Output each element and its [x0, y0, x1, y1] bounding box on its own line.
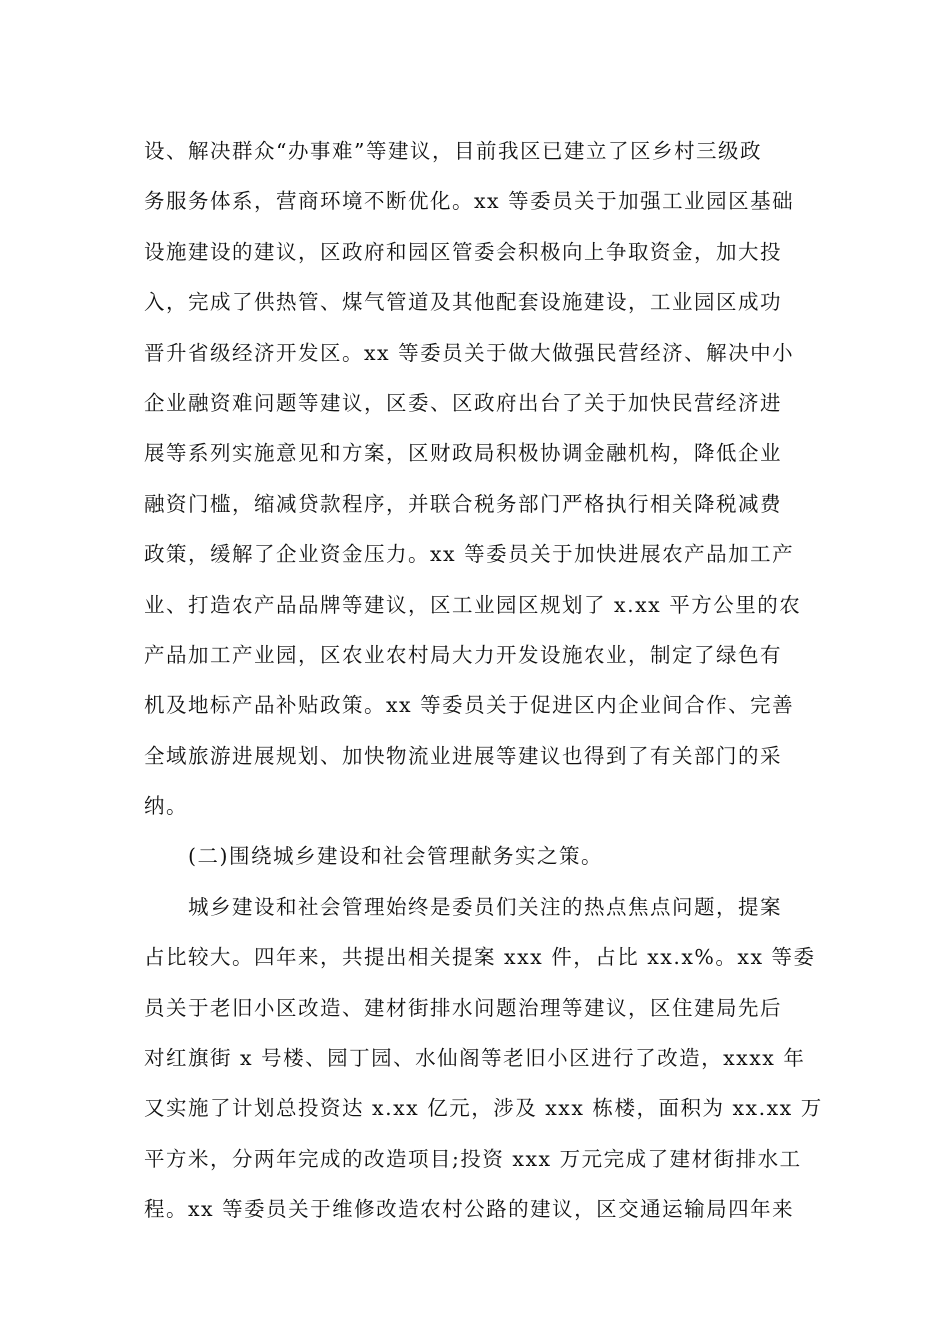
- paragraph-1: [144, 126, 808, 831]
- section-heading: [144, 831, 808, 881]
- text-line: 对红旗街 x 号楼、园丁园、水仙阁等老旧小区进行了改造，xxxx 年: [144, 1046, 806, 1071]
- text-line: 企业融资难问题等建议，区委、区政府出台了关于加快民营经济进: [144, 390, 782, 415]
- section-heading-text: (二)围绕城乡建设和社会管理献务实之策。: [188, 844, 603, 869]
- paragraph-2: [144, 882, 823, 1235]
- text-line: 全域旅游进展规划、加快物流业进展等建议也得到了有关部门的采: [144, 743, 782, 768]
- text-line: 展等系列实施意见和方案，区财政局积极协调金融机构，降低企业: [144, 441, 782, 466]
- text-line: 融资门槛，缩减贷款程序，并联合税务部门严格执行相关降税减费: [144, 491, 782, 516]
- text-line: 业、打造农产品品牌等建议，区工业园区规划了 x.xx 平方公里的农: [144, 592, 802, 617]
- text-line: 设、解决群众“办事难”等建议，目前我区已建立了区乡村三级政: [144, 139, 762, 163]
- text-line: 晋升省级经济开发区。xx 等委员关于做大做强民营经济、解决中小: [144, 340, 795, 365]
- text-line: 产品加工产业园，区农业农村局大力开发设施农业，制定了绿色有: [144, 642, 782, 667]
- text-line: 程。xx 等委员关于维修改造农村公路的建议，区交通运输局四年来: [144, 1197, 795, 1222]
- text-line: 纳。: [144, 794, 188, 819]
- text-line: 员关于老旧小区改造、建材街排水问题治理等建议，区住建局先后: [144, 995, 782, 1020]
- text-line: 入，完成了供热管、煤气管道及其他配套设施建设，工业园区成功: [144, 290, 782, 315]
- document-body: [144, 126, 823, 1235]
- text-line: 平方米，分两年完成的改造项目;投资 xxx 万元完成了建材街排水工: [144, 1146, 802, 1171]
- text-line: 设施建设的建议，区政府和园区管委会积极向上争取资金，加大投: [144, 239, 782, 264]
- text-line: 又实施了计划总投资达 x.xx 亿元，涉及 xxx 栋楼，面积为 xx.xx 万: [144, 1096, 823, 1121]
- text-line: 占比较大。四年来，共提出相关提案 xxx 件，占比 xx.x%。xx 等委: [144, 945, 816, 970]
- text-line: 政策，缓解了企业资金压力。xx 等委员关于加快进展农产品加工产: [144, 542, 795, 567]
- text-line: 务服务体系，营商环境不断优化。xx 等委员关于加强工业园区基础: [144, 189, 795, 214]
- text-line: 机及地标产品补贴政策。xx 等委员关于促进区内企业间合作、完善: [144, 693, 795, 718]
- text-line: 城乡建设和社会管理始终是委员们关注的热点焦点问题，提案: [188, 894, 782, 919]
